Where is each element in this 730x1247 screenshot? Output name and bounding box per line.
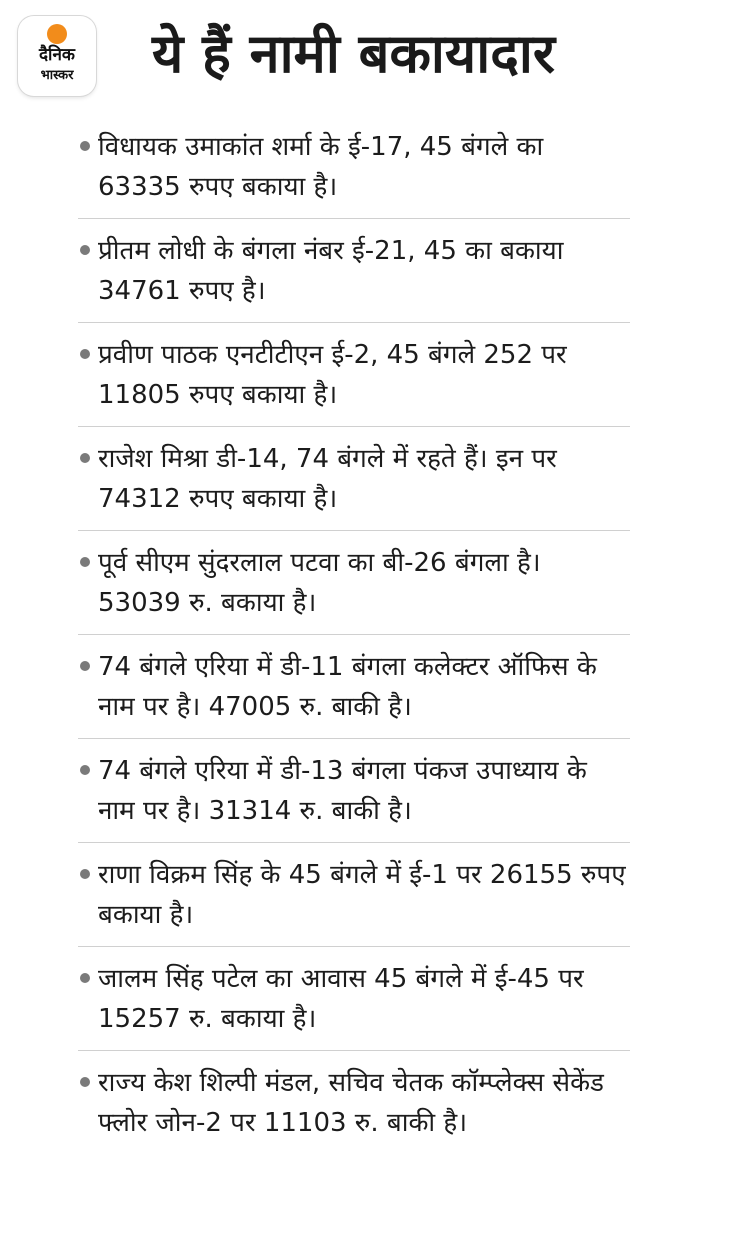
list-item-text: प्रवीण पाठक एनटीटीएन ई-2, 45 बंगले 252 पर 11805 रुपए बकाया है।	[98, 340, 567, 410]
logo-text-top: दैनिक	[39, 45, 75, 65]
bullet-icon	[80, 973, 90, 983]
list-item	[78, 1051, 630, 1191]
list-item	[78, 843, 630, 947]
list-item	[78, 427, 630, 531]
bullet-icon	[80, 661, 90, 671]
list-item-text: पूर्व सीएम सुंदरलाल पटवा का बी-26 बंगला है। 53039 रु. बकाया है।	[98, 548, 541, 618]
list-item-text: 74 बंगले एरिया में डी-11 बंगला कलेक्टर ऑफिस के नाम पर है। 47005 रु. बाकी है।	[98, 652, 597, 722]
header	[0, 0, 730, 118]
bullet-icon	[80, 765, 90, 775]
bullet-icon	[80, 869, 90, 879]
bullet-icon	[80, 245, 90, 255]
list-item	[78, 219, 630, 323]
list-item-text: प्रीतम लोधी के बंगला नंबर ई-21, 45 का बकाया 34761 रुपए है।	[98, 236, 564, 306]
list-item-text: जालम सिंह पटेल का आवास 45 बंगले में ई-45 पर 15257 रु. बकाया है।	[98, 964, 584, 1034]
bullet-icon	[80, 141, 90, 151]
list-item-text: 74 बंगले एरिया में डी-13 बंगला पंकज उपाध्याय के नाम पर है। 31314 रु. बाकी है।	[98, 756, 587, 826]
list-item-text: राज्य केश शिल्पी मंडल, सचिव चेतक कॉम्प्लेक्स सेकेंड फ्लोर जोन-2 पर 11103 रु. बाकी है।	[98, 1068, 604, 1138]
bullet-icon	[80, 349, 90, 359]
list-item	[78, 531, 630, 635]
list-item	[78, 739, 630, 843]
list-item	[78, 115, 630, 219]
list-item-text: विधायक उमाकांत शर्मा के ई-17, 45 बंगले का 63335 रुपए बकाया है।	[98, 132, 544, 202]
defaulters-list	[78, 115, 630, 1191]
sun-icon	[47, 24, 67, 44]
list-item-text: राजेश मिश्रा डी-14, 74 बंगले में रहते हैं। इन पर 74312 रुपए बकाया है।	[98, 444, 557, 514]
logo-text-bottom: भास्कर	[40, 68, 74, 83]
list-item	[78, 947, 630, 1051]
bullet-icon	[80, 557, 90, 567]
list-item-text: राणा विक्रम सिंह के 45 बंगले में ई-1 पर 26155 रुपए बकाया है।	[98, 860, 626, 930]
list-item	[78, 635, 630, 739]
bullet-icon	[80, 1077, 90, 1087]
bullet-icon	[80, 453, 90, 463]
brand-logo	[18, 16, 96, 96]
list-item	[78, 323, 630, 427]
page-title: ये हैं नामी बकायादार	[152, 22, 555, 85]
